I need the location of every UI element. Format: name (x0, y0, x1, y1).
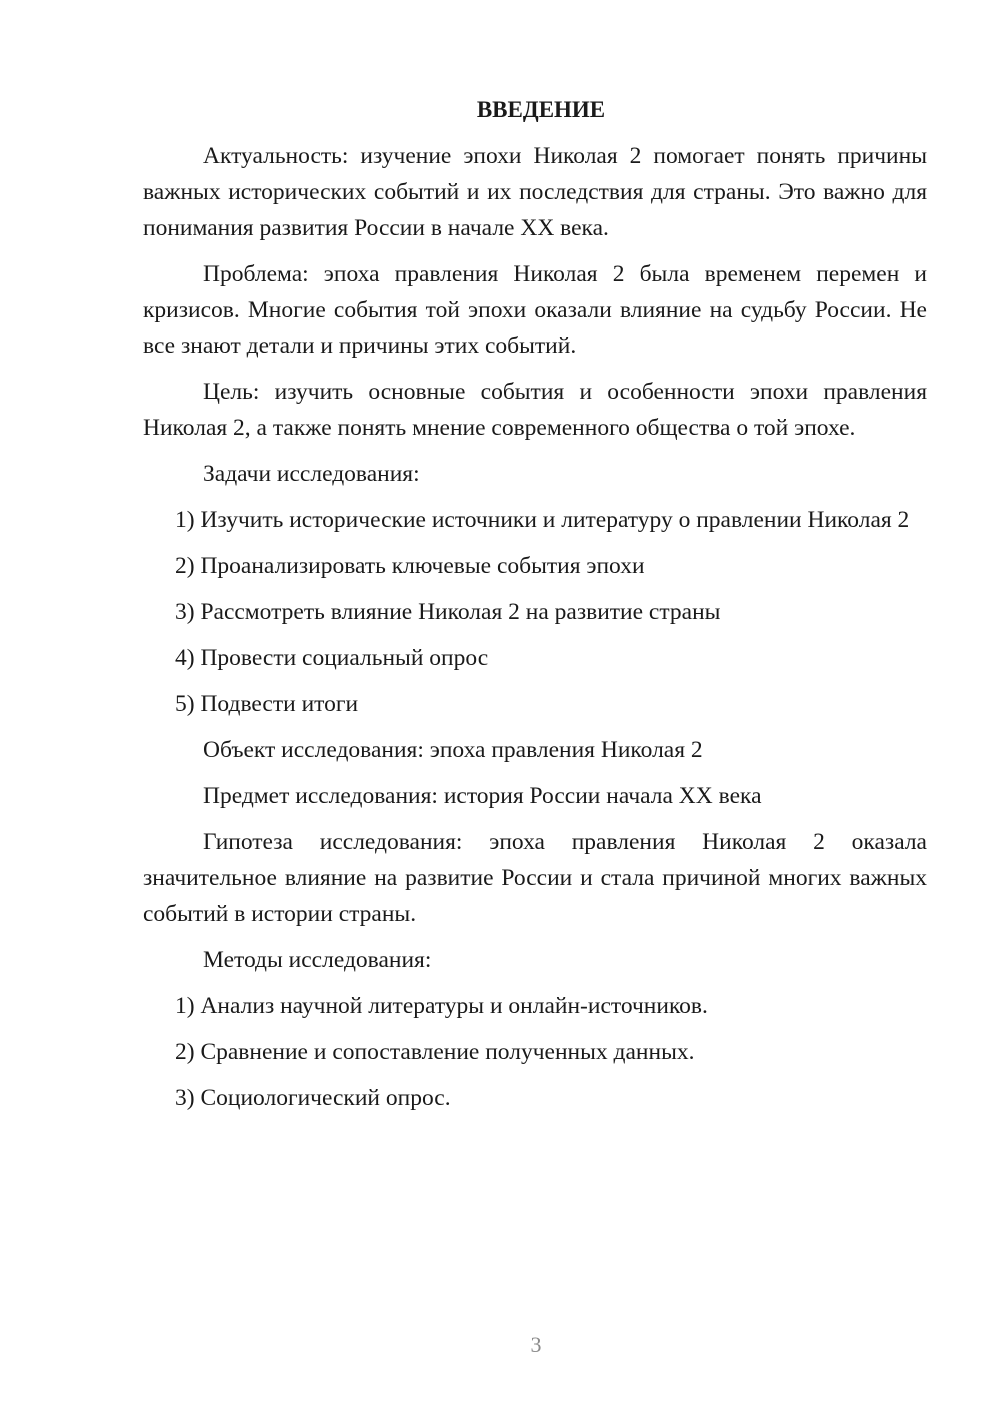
paragraph-object: Объект исследования: эпоха правления Николая 2 (203, 737, 703, 763)
paragraph-subject: Предмет исследования: история России начала XX века (203, 783, 762, 809)
task-item-2: 2) Проанализировать ключевые события эпохи (175, 553, 645, 579)
paragraph-problem: Проблема: эпоха правления Николая 2 была временем перемен и кризисов. Многие события той эпохи оказали влияние на судьбу России. Не все знают детали и причины этих событий. (143, 261, 927, 359)
task-item-5: 5) Подвести итоги (175, 691, 359, 717)
paragraph-relevance: Актуальность: изучение эпохи Николая 2 помогает понять причины важных исторических событий и их последствия для страны. Это важно для понимания развития России в начале XX века. (143, 143, 927, 241)
page-number: 3 (530, 1332, 542, 1357)
task-item-4: 4) Провести социальный опрос (175, 645, 489, 671)
method-item-3: 3) Социологический опрос. (175, 1085, 451, 1111)
method-item-2: 2) Сравнение и сопоставление полученных данных. (175, 1039, 695, 1065)
paragraph-goal: Цель: изучить основные события и особенности эпохи правления Николая 2, а также понять мнение современного общества о той эпохе. (143, 379, 927, 441)
section-title: ВВЕДЕНИЕ (476, 97, 606, 122)
task-item-1: 1) Изучить исторические источники и литературу о правлении Николая 2 (175, 507, 910, 533)
method-item-1: 1) Анализ научной литературы и онлайн-источников. (175, 993, 708, 1019)
task-item-3: 3) Рассмотреть влияние Николая 2 на развитие страны (175, 599, 721, 625)
document-body (143, 92, 927, 1126)
paragraph-hypothesis: Гипотеза исследования: эпоха правления Николая 2 оказала значительное влияние на развитие России и стала причиной многих важных событий в истории страны. (143, 829, 927, 927)
tasks-heading: Задачи исследования: (203, 461, 420, 487)
methods-heading: Методы исследования: (203, 947, 432, 973)
